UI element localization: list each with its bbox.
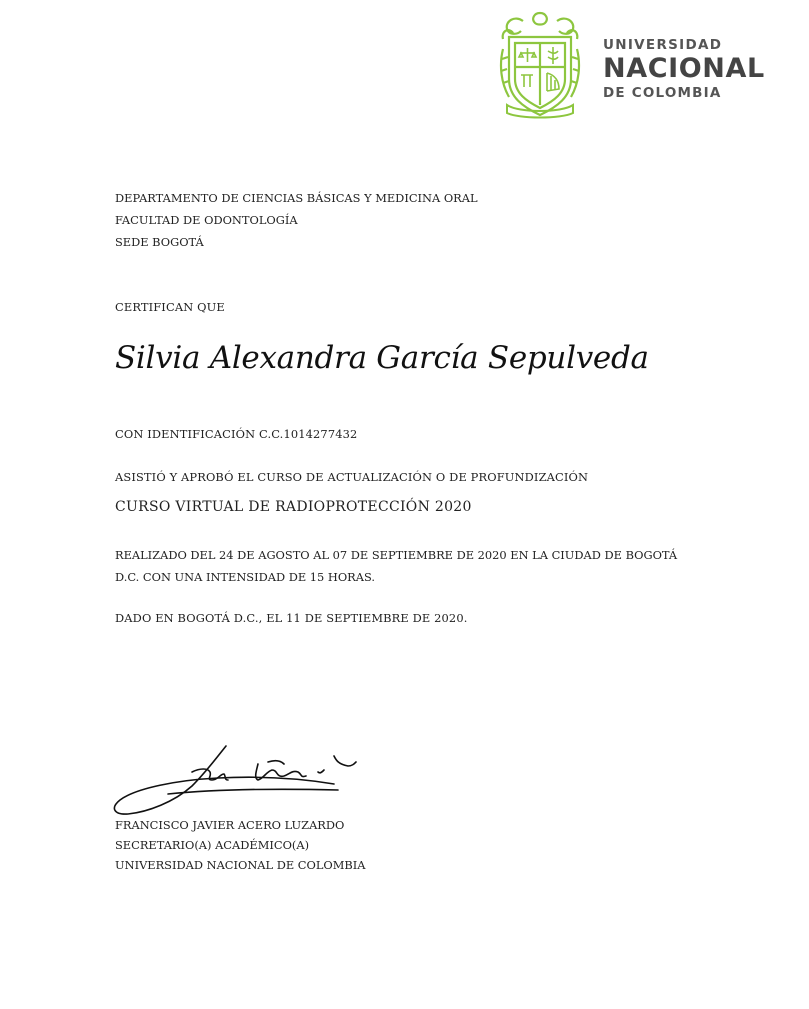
course-details — [115, 544, 715, 588]
issuer-header — [115, 187, 478, 253]
attended-label: ASISTIÓ Y APROBÓ EL CURSO DE ACTUALIZACIÓN O DE PROFUNDIZACIÓN — [115, 470, 589, 484]
course-title: CURSO VIRTUAL DE RADIOPROTECCIÓN 2020 — [115, 499, 472, 515]
logo-line-1: UNIVERSIDAD — [603, 37, 723, 53]
department-name: DEPARTAMENTO DE CIENCIAS BÁSICAS Y MEDICINA ORAL — [115, 191, 478, 205]
handwritten-signature — [108, 742, 368, 822]
certify-label: CERTIFICAN QUE — [115, 300, 225, 314]
signer-block — [115, 815, 366, 875]
signer-role: SECRETARIO(A) ACADÉMICO(A) — [115, 838, 310, 852]
identification-line: CON IDENTIFICACIÓN C.C.1014277432 — [115, 427, 358, 441]
university-logo-text — [603, 36, 765, 102]
faculty-name: FACULTAD DE ODONTOLOGÍA — [115, 213, 298, 227]
university-seal-icon — [499, 9, 581, 121]
details-line-2: D.C. CON UNA INTENSIDAD DE 15 HORAS. — [115, 570, 375, 584]
signer-name: FRANCISCO JAVIER ACERO LUZARDO — [115, 818, 345, 832]
logo-line-3: DE COLOMBIA — [603, 85, 722, 101]
signer-institution: UNIVERSIDAD NACIONAL DE COLOMBIA — [115, 858, 366, 872]
campus-name: SEDE BOGOTÁ — [115, 235, 204, 249]
details-line-1: REALIZADO DEL 24 DE AGOSTO AL 07 DE SEPTIEMBRE DE 2020 EN LA CIUDAD DE BOGOTÁ — [115, 548, 678, 562]
logo-line-2: NACIONAL — [603, 53, 765, 84]
issued-date: DADO EN BOGOTÁ D.C., EL 11 DE SEPTIEMBRE DE 2020. — [115, 611, 468, 625]
recipient-name: Silvia Alexandra García Sepulveda — [115, 340, 649, 376]
